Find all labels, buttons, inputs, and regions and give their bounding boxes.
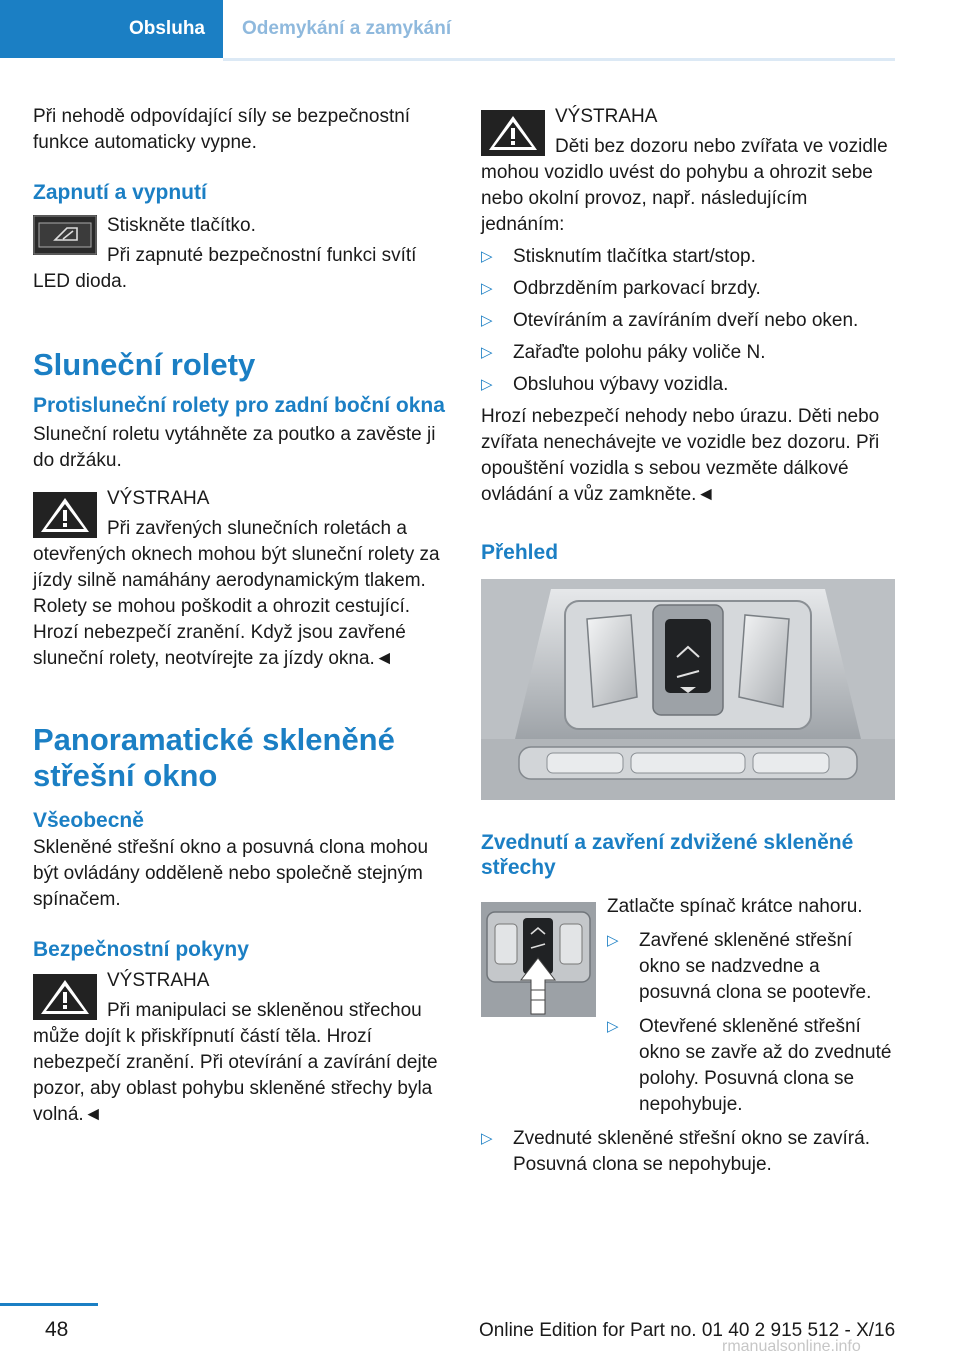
list-item: ▷ Zvednuté skleněné střešní okno se zavírá. Posuvná clona se nepohybuje. [481,1128,870,1175]
bullet-icon: ▷ [481,248,493,265]
header-underline [223,58,895,61]
warning-title: VÝSTRAHA [555,106,658,127]
press-button-text: Stiskněte tlačítko. [107,215,256,236]
watermark: rmanualsonline.info [722,1338,861,1355]
warning-sunblinds [33,486,445,512]
switch-push-figure [481,902,596,1017]
raise-instructions [607,894,895,1118]
warning-icon [33,974,97,1020]
action-list [481,244,895,398]
bullet-icon: ▷ [607,1018,619,1035]
heading-panorama: Panoramatické skleněné střešní okno [33,722,395,793]
intro-text: Při nehodě odpovídající síly se bezpečnostní funkce automaticky vypne. [33,106,411,153]
warning-roof-text: Při manipulaci se skleněnou střechou může dojít k přiskřípnutí částí těla. Hrozí nebezpečí zranění. Při otevírání a zavírání dejte pozor, aby oblast pohybu skleněné střechy byla volná.◄ [33,1000,438,1125]
raise-block [481,894,895,1118]
heading-general: Všeobecně [33,809,144,832]
page-number: 48 [45,1318,69,1341]
right-column [481,104,895,1178]
list-item: ▷ Zařaďte polohu páky voliče N. [481,340,895,366]
list-item: ▷ Otevřené skleněné střešní okno se zavře až do zvednuté polohy. Posuvná clona se nepohybuje. [607,1016,892,1115]
header-chapter-label: Odemykání a zamykání [242,18,452,39]
list-item: ▷ Zavřené skleněné střešní okno se nadzvedne a posuvná clona se pootevře. [607,930,872,1003]
overview-figure [481,579,895,800]
edition-text: Online Edition for Part no. 01 40 2 915 512 - X/16 [479,1320,896,1341]
warning-sunblinds-text: Při zavřených slunečních roletách a otevřených oknech mohou být sluneční rolety za jízdy silně namáhány aerodynamickým tlakem. Rolety se mohou poškodit a ohrozit cestující. Hrozí nebezpečí zranění. Když jsou zavřené sluneční rolety, neotvírejte za jízdy okna.◄ [33,518,440,669]
list-item: ▷ Otevíráním a zavíráním dveří nebo oken. [481,308,895,334]
list-item: ▷ Stisknutím tlačítka start/stop. [481,244,895,270]
heading-on-off: Zapnutí a vypnutí [33,181,207,204]
header-section-tab [0,0,223,58]
bullet-icon: ▷ [481,1130,493,1147]
bullet-icon: ▷ [481,280,493,297]
danger-text: Hrozí nebezpečí nehody nebo úrazu. Děti nebo zvířata nenechávejte ve vozidle bez dozoru. Při opouštění vozidla s sebou vezměte dálkové ovládání a vůz zamkněte.◄ [481,406,880,505]
bullet-icon: ▷ [607,932,619,949]
warning-title: VÝSTRAHA [107,488,210,509]
warning-icon [481,110,545,156]
bullet-icon: ▷ [481,312,493,329]
warning-roof [33,968,445,994]
push-text: Zatlačte spínač krátce nahoru. [607,896,863,917]
bullet-icon: ▷ [481,344,493,361]
warning-icon [33,492,97,538]
led-text-a: Při zapnuté bezpečnostní funkci svítí [107,245,417,266]
general-text: Skleněné střešní okno a posuvná clona mohou být ovládány odděleně nebo společně stejným spínačem. [33,837,429,910]
heading-raise: Zvednutí a zavření zdvižené skleněné střechy [481,831,854,879]
heading-overview: Přehled [481,541,559,564]
blinds-text: Sluneční roletu vytáhněte za poutko a zavěste ji do držáku. [33,424,436,471]
footer-bar [0,1303,98,1306]
warning-children-text: Děti bez dozoru nebo zvířata ve vozidle mohou vozidlo uvést do pohybu a ohrozit sebe nebo okolní provoz, např. následujícím jednáním: [481,136,888,235]
heading-sunblinds: Sluneční rolety [33,347,256,382]
warning-children [481,104,895,130]
heading-safety: Bezpečnostní pokyny [33,938,249,961]
header-chapter-tab [223,0,895,58]
list-item: ▷ Odbrzděním parkovací brzdy. [481,276,895,302]
left-column [33,104,445,1128]
heading-rear-blinds: Protisluneční rolety pro zadní boční okna [33,394,445,417]
list-item: ▷ Obsluhou výbavy vozidla. [481,372,895,398]
led-text-b: LED dioda. [33,271,128,292]
switch-block [33,213,445,269]
warning-title: VÝSTRAHA [107,970,210,991]
header-section-label: Obsluha [128,18,205,39]
safety-switch-icon [33,215,97,255]
bullet-icon: ▷ [481,376,493,393]
